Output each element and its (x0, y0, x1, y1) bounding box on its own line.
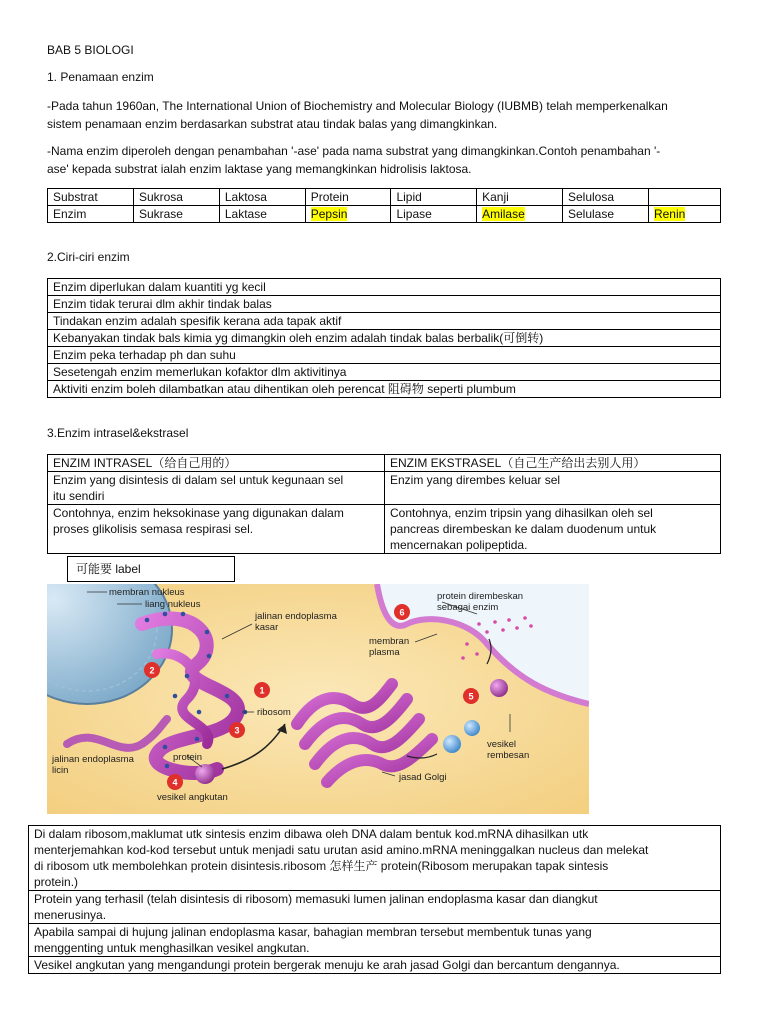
table-row (48, 364, 721, 381)
table-cell: Lipase (391, 206, 477, 223)
protein-secretion-diagram (47, 584, 589, 814)
table-cell: Kebanyakan tindak bals kimia yg dimangkin oleh enzim adalah tindak balas berbalik(可倒转) (48, 330, 721, 347)
label-liang-nukleus: liang nukleus (145, 599, 201, 610)
table-cell: Enzim peka terhadap ph dan suhu (48, 347, 721, 364)
table-row (29, 891, 721, 924)
cell-line: pancreas dirembeskan ke dalam duodenum untuk (390, 522, 657, 536)
table-row (48, 313, 721, 330)
secretory-vesicle (464, 720, 480, 736)
label-jalinan-licin: licin (52, 765, 69, 776)
cell-line: mencernakan polipeptida. (390, 538, 528, 552)
table-row (48, 296, 721, 313)
table-cell: Aktiviti enzim boleh dilambatkan atau dihentikan oleh perencat 阻碍物 seperti plumbum (48, 381, 721, 398)
cell-line: protein.) (34, 875, 79, 889)
cell-line: proses glikolisis semasa respirasi sel. (53, 522, 254, 536)
cell-line: itu sendiri (53, 489, 105, 503)
table-cell: Lipid (391, 189, 477, 206)
table-cell: Enzim diperlukan dalam kuantiti yg kecil (48, 279, 721, 296)
table-cell: Enzim (48, 206, 134, 223)
cell-line: Enzim yang disintesis di dalam sel untuk kegunaan sel (53, 473, 344, 487)
label-jalinan-licin: jalinan endoplasma (52, 754, 134, 765)
cell-line: di ribosom utk membolehkan protein disintesis.ribosom 怎样生产 protein(Ribosom merupakan tapak sintesis (34, 859, 609, 873)
table-cell (648, 189, 720, 206)
table-cell: Protein (305, 189, 391, 206)
secretory-vesicle (443, 735, 461, 753)
table-cell (48, 505, 385, 554)
table-cell (29, 891, 721, 924)
table-cell (305, 206, 391, 223)
table-cell: Substrat (48, 189, 134, 206)
table-row (48, 206, 721, 223)
table-cell: Sukrosa (133, 189, 219, 206)
note-box (67, 556, 235, 582)
table-row (29, 957, 721, 974)
table-cell (385, 505, 721, 554)
table-row (48, 279, 721, 296)
cell-line: menggenting untuk menghasilkan vesikel angkutan. (34, 941, 310, 955)
table-cell (48, 472, 385, 505)
label-jasad-golgi: jasad Golgi (399, 772, 447, 783)
table-cell: Sukrase (133, 206, 219, 223)
table-cell: Sesetengah enzim memerlukan kofaktor dlm aktivitinya (48, 364, 721, 381)
table-cell (477, 206, 563, 223)
table-cell: Enzim tidak terurai dlm akhir tindak balas (48, 296, 721, 313)
label-vesikel-rembesan: vesikel (487, 739, 517, 750)
table-cell: Tindakan enzim adalah spesifik kerana ada tapak aktif (48, 313, 721, 330)
enzyme-naming-table (47, 188, 721, 223)
table-cell: Laktosa (219, 189, 305, 206)
cell-line: menerusinya. (34, 908, 107, 922)
table-header-cell: ENZIM EKSTRASEL（自己生产给出去别人用） (385, 455, 721, 472)
cell-line: Di dalam ribosom,maklumat utk sintesis enzim dibawa oleh DNA dalam bentuk kod.mRNA dihasilkan utk (34, 827, 589, 841)
label-membran-nukleus: membran nukleus (109, 587, 185, 598)
note-box-text: 可能要 label (76, 562, 141, 576)
table-cell: Laktase (219, 206, 305, 223)
highlighted-text: Amilase (482, 207, 525, 221)
label-ribosom: ribosom (257, 707, 291, 718)
intracellular-extracellular-table (47, 454, 721, 554)
page-title: BAB 5 BIOLOGI (47, 43, 134, 57)
table-cell (648, 206, 720, 223)
cell-line: Protein yang terhasil (telah disintesis di ribosom) memasuki lumen jalinan endoplasma kasar dan diangkut (34, 892, 598, 906)
table-cell (29, 957, 721, 974)
step-number: 6 (399, 607, 405, 618)
table-row (48, 189, 721, 206)
section3-heading: 3.Enzim intrasel&ekstrasel (47, 426, 189, 440)
secretory-vesicle (490, 679, 508, 697)
highlighted-text: Renin (653, 207, 686, 221)
enzyme-characteristics-table (47, 278, 721, 398)
table-cell: Kanji (477, 189, 563, 206)
table-row (48, 455, 721, 472)
label-vesikel-angkutan: vesikel angkutan (157, 792, 228, 803)
paragraph-line: -Pada tahun 1960an, The International Union of Biochemistry and Molecular Biology (IUBMB) telah memperkenalkan (47, 99, 668, 113)
table-cell (29, 924, 721, 957)
step-number: 2 (149, 665, 155, 676)
label-jalinan-kasar: jalinan endoplasma (255, 611, 337, 622)
table-row (48, 505, 721, 554)
section1-paragraph-2 (47, 142, 727, 178)
highlighted-text: Pepsin (310, 207, 348, 221)
table-row (48, 347, 721, 364)
label-vesikel-rembesan: rembesan (487, 750, 530, 761)
table-row (29, 924, 721, 957)
table-cell: Enzim yang dirembes keluar sel (385, 472, 721, 505)
paragraph-line: sistem penamaan enzim berdasarkan substrat atau tindak balas yang dimangkinkan. (47, 117, 498, 131)
label-jalinan-kasar: kasar (255, 622, 279, 633)
cell-line: Vesikel angkutan yang mengandungi protein bergerak menuju ke arah jasad Golgi dan bercantum dengannya. (34, 958, 620, 972)
protein-synthesis-steps-table (28, 825, 721, 974)
table-cell: Selulase (562, 206, 648, 223)
label-protein: protein (173, 752, 203, 763)
table-row (48, 381, 721, 398)
step-number: 5 (468, 691, 474, 702)
table-header-cell: ENZIM INTRASEL（给自己用的） (48, 455, 385, 472)
label-protein-dirembes: protein dirembeskan (437, 591, 524, 602)
paragraph-line: ase' kepada substrat ialah enzim laktase yang memangkinkan hidrolisis laktosa. (47, 162, 472, 176)
label-protein-dirembes: sebagai enzim (437, 602, 499, 613)
section1-paragraph-1 (47, 97, 727, 133)
label-membran-plasma: plasma (369, 647, 400, 658)
step-number: 4 (172, 777, 178, 788)
step-number: 1 (259, 685, 265, 696)
table-row (29, 826, 721, 891)
cell-line: Contohnya, enzim tripsin yang dihasilkan oleh sel (390, 506, 653, 520)
cell-line: menterjemahkan kod-kod tersebut untuk menjadi satu urutan asid amino.mRNA meninggalkan nucleus dan melekat (34, 843, 649, 857)
cell-line: Apabila sampai di hujung jalinan endoplasma kasar, bahagian membran tersebut membentuk tunas yang (34, 925, 592, 939)
step-number: 3 (234, 725, 240, 736)
cell-line: Contohnya, enzim heksokinase yang digunakan dalam (53, 506, 344, 520)
table-cell (29, 826, 721, 891)
paragraph-line: -Nama enzim diperoleh dengan penambahan '-ase' pada nama substrat yang dimangkinkan.Contoh penambahan '- (47, 144, 661, 158)
table-row (48, 472, 721, 505)
transport-vesicle (195, 764, 215, 784)
table-row (48, 330, 721, 347)
table-cell: Selulosa (562, 189, 648, 206)
label-membran-plasma: membran (369, 636, 410, 647)
section1-heading: 1. Penamaan enzim (47, 70, 154, 84)
section2-heading: 2.Ciri-ciri enzim (47, 250, 130, 264)
